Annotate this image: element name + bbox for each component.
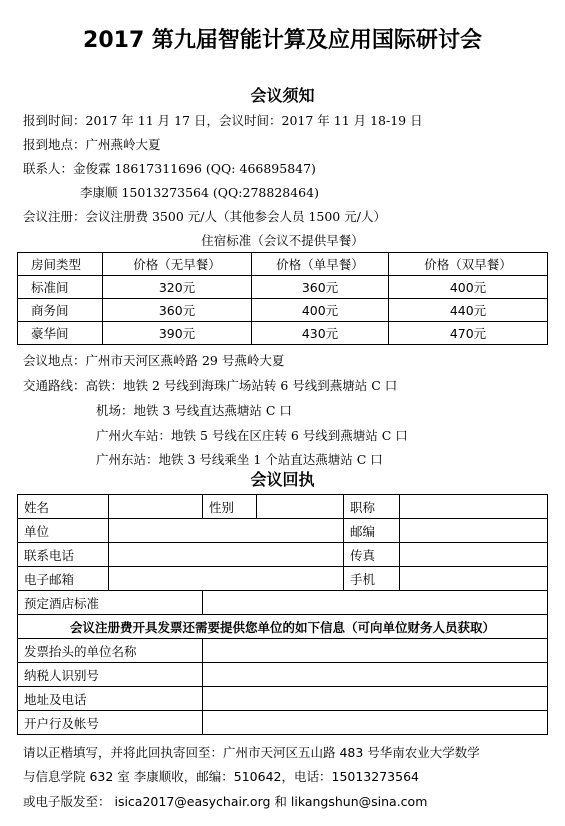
transport-route-4: 广州东站：地铁 3 号线乘坐 1 个站直达燕塘站 C 口 <box>96 452 383 467</box>
price-cell: 320元 <box>103 276 252 299</box>
table-row <box>18 519 548 543</box>
job-title-field[interactable] <box>400 495 548 519</box>
table-header-row <box>18 253 548 276</box>
phone-field[interactable] <box>109 543 344 567</box>
price-cell: 360元 <box>252 276 389 299</box>
email-field[interactable] <box>109 567 344 591</box>
hotel-standard-field[interactable] <box>203 591 548 615</box>
transport-route-2: 机场：地铁 3 号线直达燕塘站 C 口 <box>96 403 292 418</box>
column-header: 价格（无早餐） <box>103 253 252 276</box>
price-cell: 400元 <box>389 276 548 299</box>
column-header: 价格（单早餐） <box>252 253 389 276</box>
footer-line-1: 请以正楷填写，并将此回执寄回至：广州市天河区五山路 483 号华南农业大学数学 <box>23 745 480 760</box>
transport-route-1: 交通路线：高铁：地铁 2 号线到海珠广场站转 6 号线到燕塘站 C 口 <box>23 378 398 393</box>
address-phone-label: 地址及电话 <box>18 687 203 711</box>
table-row <box>18 495 548 519</box>
table-row <box>18 299 548 322</box>
table-row <box>18 591 548 615</box>
table-row <box>18 322 548 345</box>
table-row <box>18 687 548 711</box>
table-row <box>18 276 548 299</box>
hotel-standard-label: 预定酒店标准 <box>18 591 203 615</box>
registration-fee: 会议注册：会议注册费 3500 元/人（其他参会人员 1500 元/人） <box>23 209 386 224</box>
reply-form-table <box>17 494 548 735</box>
footer-line-2: 与信息学院 632 室 李康顺收，邮编：510642，电话：15013273564 <box>23 769 419 784</box>
price-cell: 470元 <box>389 322 548 345</box>
tax-id-label: 纳税人识别号 <box>18 663 203 687</box>
report-time: 报到时间：2017 年 11 月 17 日，会议时间：2017 年 11 月 18-19 日 <box>23 113 423 128</box>
fax-label: 传真 <box>344 543 400 567</box>
footer-line-3: 或电子版发至： isica2017@easychair.org 和 likangshun@sina.com <box>23 794 428 809</box>
report-place: 报到地点：广州燕岭大夏 <box>23 137 161 152</box>
postcode-field[interactable] <box>400 519 548 543</box>
reply-heading: 会议回执 <box>250 470 315 489</box>
column-header: 价格（双早餐） <box>389 253 548 276</box>
invoice-title-label: 发票抬头的单位名称 <box>18 639 203 663</box>
bank-account-label: 开户行及帐号 <box>18 711 203 735</box>
price-cell: 400元 <box>252 299 389 322</box>
gender-label: 性别 <box>203 495 257 519</box>
price-cell: 360元 <box>103 299 252 322</box>
table-row <box>18 663 548 687</box>
table-row <box>18 543 548 567</box>
price-cell: 440元 <box>389 299 548 322</box>
name-label: 姓名 <box>18 495 109 519</box>
contact-1: 联系人：金俊霖 18617311696 (QQ: 466895847) <box>23 161 316 176</box>
postcode-label: 邮编 <box>344 519 400 543</box>
name-field[interactable] <box>109 495 203 519</box>
unit-label: 单位 <box>18 519 109 543</box>
gender-field[interactable] <box>257 495 344 519</box>
address-phone-field[interactable] <box>203 687 548 711</box>
rates-table <box>17 252 548 345</box>
email-label: 电子邮箱 <box>18 567 109 591</box>
table-row <box>18 615 548 639</box>
invoice-title-field[interactable] <box>203 639 548 663</box>
room-type-cell: 豪华间 <box>18 322 103 345</box>
price-cell: 390元 <box>103 322 252 345</box>
column-header: 房间类型 <box>18 253 103 276</box>
transport-route-3: 广州火车站：地铁 5 号线在区庄转 6 号线到燕塘站 C 口 <box>96 428 408 443</box>
notice-heading: 会议须知 <box>250 86 315 105</box>
unit-field[interactable] <box>109 519 344 543</box>
tax-id-field[interactable] <box>203 663 548 687</box>
job-title-label: 职称 <box>344 495 400 519</box>
invoice-notice: 会议注册费开具发票还需要提供您单位的如下信息（可向单位财务人员获取） <box>18 615 548 639</box>
venue-place: 会议地点：广州市天河区燕岭路 29 号燕岭大夏 <box>23 353 285 368</box>
table-row <box>18 567 548 591</box>
table-row <box>18 639 548 663</box>
mobile-label: 手机 <box>344 567 400 591</box>
rates-caption: 住宿标准（会议不提供早餐） <box>201 233 364 248</box>
mobile-field[interactable] <box>400 567 548 591</box>
phone-label: 联系电话 <box>18 543 109 567</box>
room-type-cell: 标准间 <box>18 276 103 299</box>
fax-field[interactable] <box>400 543 548 567</box>
price-cell: 430元 <box>252 322 389 345</box>
page-title: 2017 第九届智能计算及应用国际研讨会 <box>83 28 482 53</box>
table-row <box>18 711 548 735</box>
room-type-cell: 商务间 <box>18 299 103 322</box>
bank-account-field[interactable] <box>203 711 548 735</box>
contact-2: 李康顺 15013273564 (QQ:278828464) <box>80 185 319 200</box>
